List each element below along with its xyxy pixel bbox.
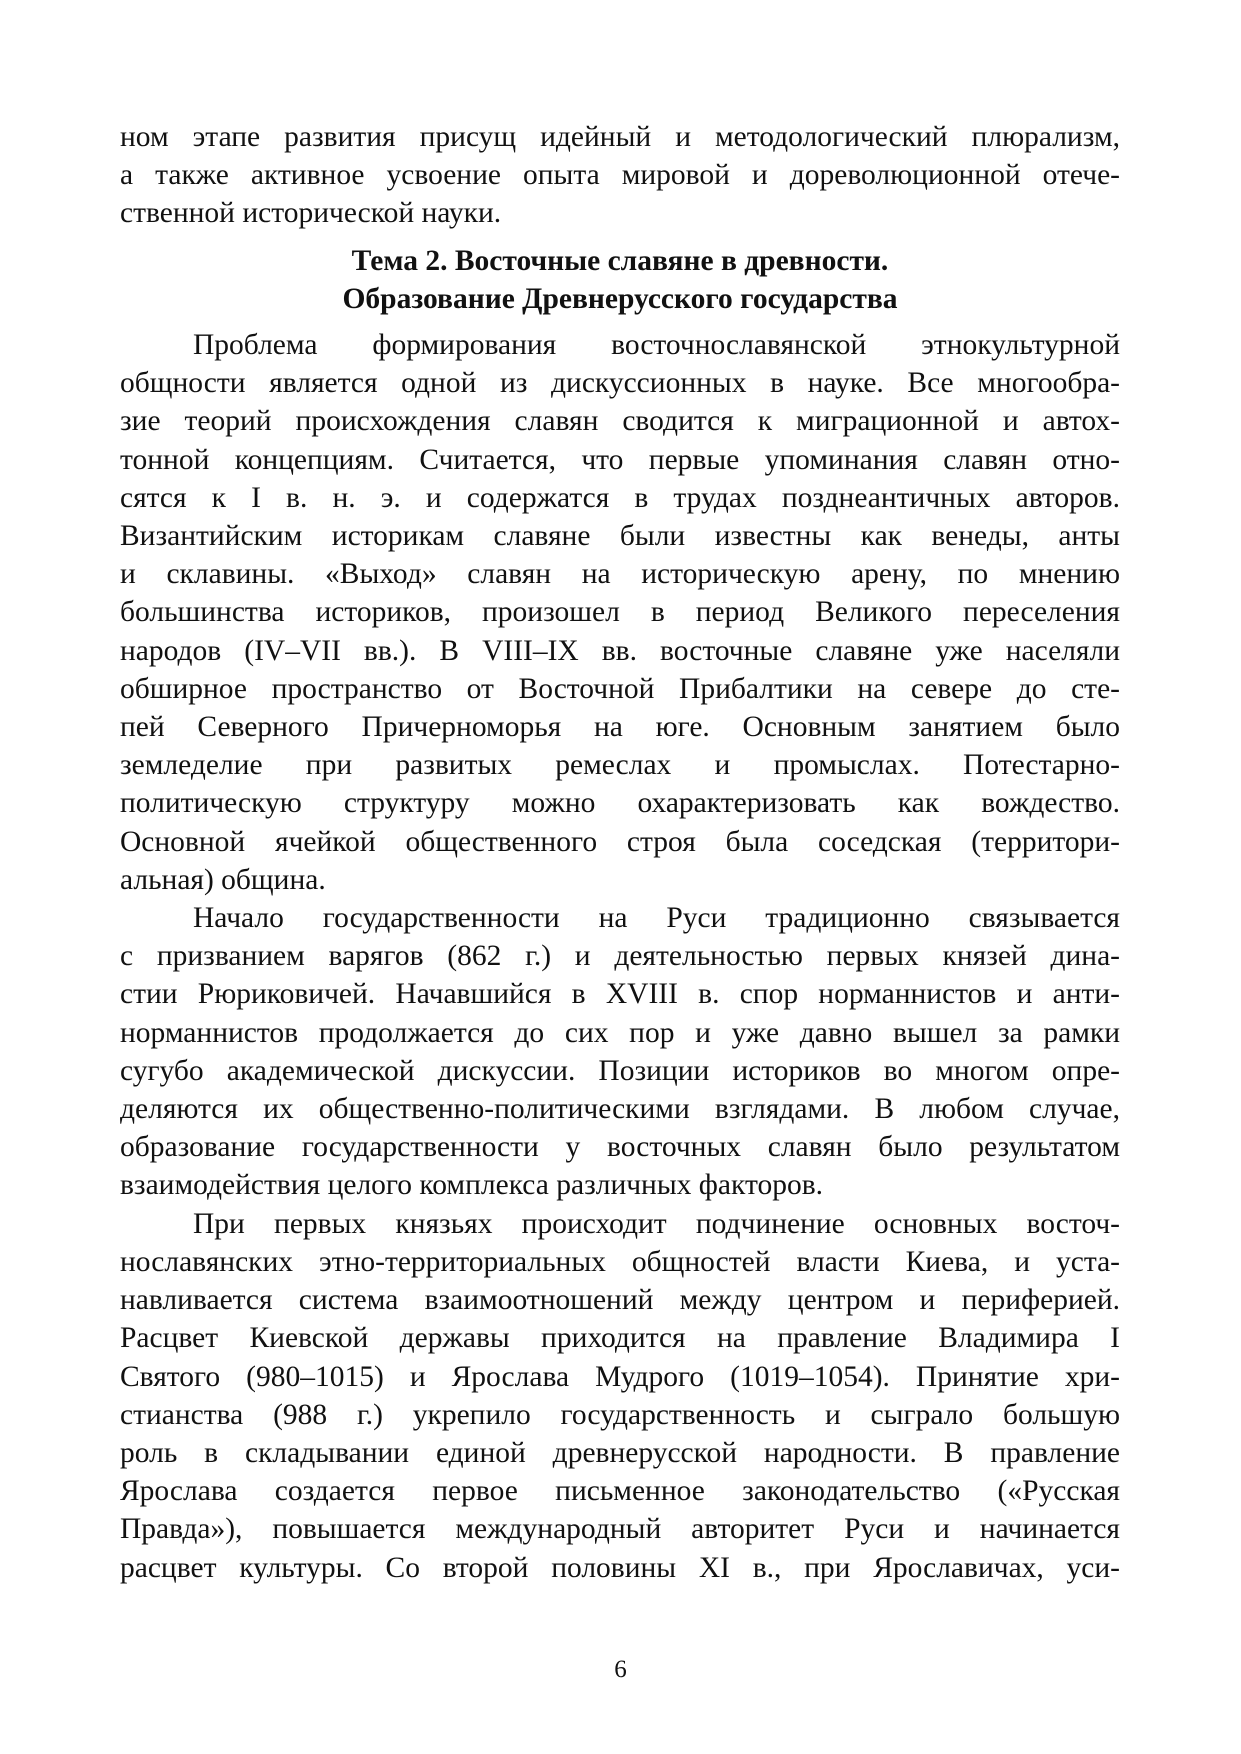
text-line: нославянских этно-территориальных общностей власти Киева, и уста- <box>120 1245 1120 1278</box>
section-title-line-1: Тема 2. Восточные славяне в древности. <box>351 244 889 277</box>
text-line: большинства историков, произошел в период Великого переселения <box>120 596 1120 629</box>
text-line: а также активное усвоение опыта мировой и дореволюционной отече- <box>120 159 1120 192</box>
intro-paragraph <box>120 118 1120 233</box>
section-title-line-2: Образование Древнерусского государства <box>342 282 898 315</box>
text-line: пей Северного Причерноморья на юге. Основным занятием было <box>120 711 1120 744</box>
text-line: Византийским историкам славяне были известны как венеды, анты <box>120 520 1120 553</box>
text-line: роль в складывании единой древнерусской народности. В правление <box>120 1436 1120 1469</box>
text-line: взаимодействия целого комплекса различных факторов. <box>120 1169 824 1202</box>
text-line: обширное пространство от Восточной Прибалтики на севере до сте- <box>120 672 1120 705</box>
text-line: сугубо академической дискуссии. Позиции историков во многом опре- <box>120 1054 1120 1087</box>
text-line: деляются их общественно-политическими взглядами. В любом случае, <box>120 1093 1120 1126</box>
text-line: При первых князьях происходит подчинение основных восточ- <box>193 1207 1120 1240</box>
text-line: расцвет культуры. Со второй половины XI в., при Ярославичах, уси- <box>120 1551 1120 1584</box>
text-line: земледелие при развитых ремеслах и промыслах. Потестарно- <box>120 749 1120 782</box>
paragraph-3 <box>120 1205 1120 1587</box>
text-line: тонной концепциям. Считается, что первые упоминания славян отно- <box>120 443 1120 476</box>
text-line: сятся к I в. н. э. и содержатся в трудах позднеантичных авторов. <box>120 481 1120 514</box>
text-line: стии Рюриковичей. Начавшийся в XVIII в. спор норманнистов и анти- <box>120 978 1120 1011</box>
text-line: политическую структуру можно охарактеризовать как вождество. <box>120 787 1120 820</box>
text-line: норманнистов продолжается до сих пор и уже давно вышел за рамки <box>120 1016 1120 1049</box>
text-line: навливается система взаимоотношений между центром и периферией. <box>120 1284 1120 1317</box>
text-line: Святого (980–1015) и Ярослава Мудрого (1019–1054). Принятие хри- <box>120 1360 1120 1393</box>
text-line: Правда»), повышается международный авторитет Руси и начинается <box>120 1513 1120 1546</box>
page-body <box>120 118 1120 1587</box>
text-line: общности является одной из дискуссионных в науке. Все многообра- <box>120 367 1120 400</box>
text-line: народов (IV–VII вв.). В VIII–IX вв. восточные славяне уже населяли <box>120 634 1120 667</box>
text-line: с призванием варягов (862 г.) и деятельностью первых князей дина- <box>120 940 1120 973</box>
text-line: зие теорий происхождения славян сводится к миграционной и автох- <box>120 405 1120 438</box>
text-line: стианства (988 г.) укрепило государственность и сыграло большую <box>120 1398 1120 1431</box>
text-line: и склавины. «Выход» славян на историческую арену, по мнению <box>120 558 1120 591</box>
section-title <box>120 242 1120 318</box>
text-line: Основной ячейкой общественного строя была соседская (территори- <box>120 825 1120 858</box>
text-line: Проблема формирования восточнославянской этнокультурной <box>193 329 1120 362</box>
text-line: Ярослава создается первое письменное законодательство («Русская <box>120 1475 1120 1508</box>
text-line: образование государственности у восточных славян было результатом <box>120 1131 1120 1164</box>
text-line: ном этапе развития присущ идейный и методологический плюрализм, <box>120 121 1120 153</box>
text-line: Расцвет Киевской державы приходится на правление Владимира I <box>120 1322 1120 1355</box>
text-line: Начало государственности на Руси традиционно связывается <box>193 902 1120 935</box>
text-line: альная) община. <box>120 863 326 896</box>
paragraph-2 <box>120 899 1120 1205</box>
text-line: ственной исторической науки. <box>120 197 502 230</box>
paragraph-1 <box>120 326 1120 899</box>
page-number: 6 <box>614 1656 627 1683</box>
